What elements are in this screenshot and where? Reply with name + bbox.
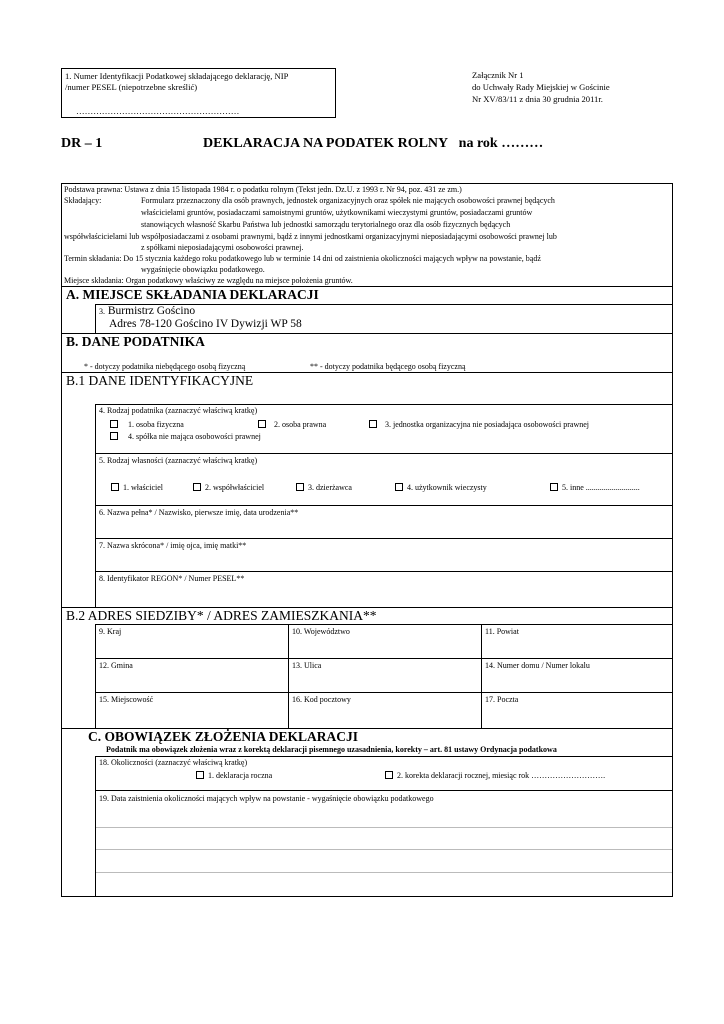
label: 1. właściciel <box>123 483 163 492</box>
label: 5. inne ........................... <box>562 483 640 492</box>
ownership-coowner[interactable] <box>193 482 264 493</box>
label: 1. osoba fizyczna <box>128 420 184 429</box>
taxpayer-id-label-1: 1. Numer Identyfikacji Podatkowej składającego deklarację, NIP <box>65 71 289 81</box>
checkbox-icon[interactable] <box>369 420 377 428</box>
taxpayer-type-natural[interactable] <box>110 419 184 430</box>
label: 3. dzierżawca <box>308 483 352 492</box>
full-name-input[interactable] <box>96 519 672 537</box>
filer-text-1: Formularz przeznaczony dla osób prawnych, jednostek organizacyjnych oraz spółek nie mających osobowości prawnej będących <box>141 196 555 205</box>
checkbox-icon[interactable] <box>196 771 204 779</box>
checkbox-icon[interactable] <box>111 483 119 491</box>
city-field[interactable]: 15. Miejscowość <box>99 695 154 704</box>
post-office-field[interactable]: 17. Poczta <box>485 695 519 704</box>
field-3-number: 3. <box>99 307 105 316</box>
section-b-header: B. DANE PODATNIKA <box>66 334 205 349</box>
form-title-year: na rok ……… <box>458 136 544 151</box>
form-code: DR – 1 <box>61 136 103 151</box>
attachment-note-1: Załącznik Nr 1 <box>472 70 524 80</box>
recipient-address: Adres 78-120 Gościno IV Dywizji WP 58 <box>109 318 302 330</box>
checkbox-icon[interactable] <box>395 483 403 491</box>
county-field[interactable]: 11. Powiat <box>485 627 519 636</box>
form-title <box>203 136 543 152</box>
field-6-label: 6. Nazwa pełna* / Nazwisko, pierwsze imię, data urodzenia** <box>99 508 299 517</box>
checkbox-icon[interactable] <box>110 432 118 440</box>
commune-field[interactable]: 12. Gmina <box>99 661 133 670</box>
section-a-header: A. MIEJSCE SKŁADANIA DEKLARACJI <box>66 287 319 302</box>
label: 1. deklaracja roczna <box>208 771 273 780</box>
filer-text-4: współwłaścicielami lub współposiadaczami z osobami prawnymi, bądź z innymi jednostkami organizacyjnymi nieposiadającymi osobowości prawnej lub <box>64 232 557 241</box>
taxpayer-id-box <box>61 68 336 118</box>
taxpayer-type-partnership[interactable] <box>110 431 261 442</box>
deadline-text-2: wygaśnięcie obowiązku podatkowego. <box>141 265 265 274</box>
attachment-note-3: Nr XV/83/11 z dnia 30 grudnia 2011r. <box>472 94 603 104</box>
filer-text-3: stanowiących własność Skarbu Państwa lub jednostki samorządu terytorialnego oraz dla osób fizycznych będących <box>141 220 511 229</box>
checkbox-icon[interactable] <box>550 483 558 491</box>
circumstance-annual[interactable] <box>196 770 272 781</box>
recipient-field <box>99 305 195 317</box>
checkbox-icon[interactable] <box>193 483 201 491</box>
filer-label: Składający: <box>64 196 102 205</box>
field-4-label: 4. Rodzaj podatnika (zaznaczyć właściwą kratkę) <box>99 406 258 415</box>
country-field[interactable]: 9. Kraj <box>99 627 122 636</box>
label: 2. korekta deklaracji rocznej, miesiąc rok ………………………. <box>397 771 606 780</box>
label: 2. osoba prawna <box>274 420 327 429</box>
label: 3. jednostka organizacyjna nie posiadająca osobowości prawnej <box>385 420 590 429</box>
section-b1-header: B.1 DANE IDENTYFIKACYJNE <box>66 373 254 388</box>
circumstance-correction[interactable] <box>385 770 605 781</box>
recipient-name: Burmistrz Gościno <box>107 305 196 317</box>
ownership-perpetual-user[interactable] <box>395 482 487 493</box>
checkbox-icon[interactable] <box>296 483 304 491</box>
note-legal-entity: * - dotyczy podatnika niebędącego osobą fizyczną <box>84 362 246 371</box>
section-c-header: C. OBOWIĄZEK ZŁOŻENIA DEKLARACJI <box>88 729 359 744</box>
ownership-tenant[interactable] <box>296 482 352 493</box>
section-c-subheader: Podatnik ma obowiązek złożenia wraz z korektą deklaracji pisemnego uzasadnienia, korekty – art. 81 ustawy Ordynacja podatkowa <box>106 745 557 754</box>
ownership-owner[interactable] <box>111 482 163 493</box>
filer-text-5: z spółkami nieposiadającymi osobowości prawnej. <box>141 243 304 252</box>
checkbox-icon[interactable] <box>258 420 266 428</box>
field-18-label: 18. Okoliczności (zaznaczyć właściwą kratkę) <box>99 758 248 767</box>
taxpayer-id-label-2: /numer PESEL (niepotrzebne skreślić) <box>65 82 198 92</box>
field-19-label: 19. Data zaistnienia okoliczności mających wpływ na powstanie - wygaśnięcie obowiązku podatkowego <box>99 794 434 803</box>
field-7-label: 7. Nazwa skrócona* / imię ojca, imię matki** <box>99 541 247 550</box>
field-5-label: 5. Rodzaj własności (zaznaczyć właściwą kratkę) <box>99 456 258 465</box>
label: 4. użytkownik wieczysty <box>407 483 487 492</box>
form-title-main: DEKLARACJA NA PODATEK ROLNY <box>203 136 449 151</box>
short-name-input[interactable] <box>96 552 672 570</box>
deadline-text-1: Termin składania: Do 15 stycznia każdego roku podatkowego lub w terminie 14 dni od zaistnienia okoliczności mających wpływ na powstanie, bądź <box>64 254 541 263</box>
section-b2-header: B.2 ADRES SIEDZIBY* / ADRES ZAMIESZKANIA** <box>66 608 377 623</box>
taxpayer-type-org-unit[interactable] <box>369 419 589 430</box>
note-natural-person: ** - dotyczy podatnika będącego osobą fizyczną <box>310 362 466 371</box>
house-number-field[interactable]: 14. Numer domu / Numer lokalu <box>485 661 590 670</box>
checkbox-icon[interactable] <box>110 420 118 428</box>
place-text: Miejsce składania: Organ podatkowy właściwy ze względu na miejsce położenia gruntów. <box>64 276 353 285</box>
filer-text-2: właścicielami gruntów, posiadaczami samoistnymi gruntów, użytkownikami wieczystymi gruntów, posiadaczami gruntów <box>141 208 533 217</box>
label: 4. spółka nie mająca osobowości prawnej <box>128 432 261 441</box>
ownership-other[interactable] <box>550 482 640 493</box>
regon-pesel-input[interactable] <box>96 585 672 605</box>
legal-basis: Podstawa prawna: Ustawa z dnia 15 listopada 1984 r. o podatku rolnym (Tekst jedn. Dz.U. z 1993 r. Nr 94, poz. 431 ze zm.) <box>64 185 462 194</box>
street-field[interactable]: 13. Ulica <box>292 661 322 670</box>
postal-code-field[interactable]: 16. Kod pocztowy <box>292 695 351 704</box>
checkbox-icon[interactable] <box>385 771 393 779</box>
circumstance-date-input[interactable] <box>96 806 672 896</box>
field-8-label: 8. Identyfikator REGON* / Numer PESEL** <box>99 574 245 583</box>
attachment-note-2: do Uchwały Rady Miejskiej w Gościnie <box>472 82 610 92</box>
province-field[interactable]: 10. Województwo <box>292 627 350 636</box>
taxpayer-type-legal[interactable] <box>258 419 326 430</box>
label: 2. współwłaściciel <box>205 483 265 492</box>
taxpayer-id-input[interactable]: ………………………………………………… <box>76 106 240 116</box>
